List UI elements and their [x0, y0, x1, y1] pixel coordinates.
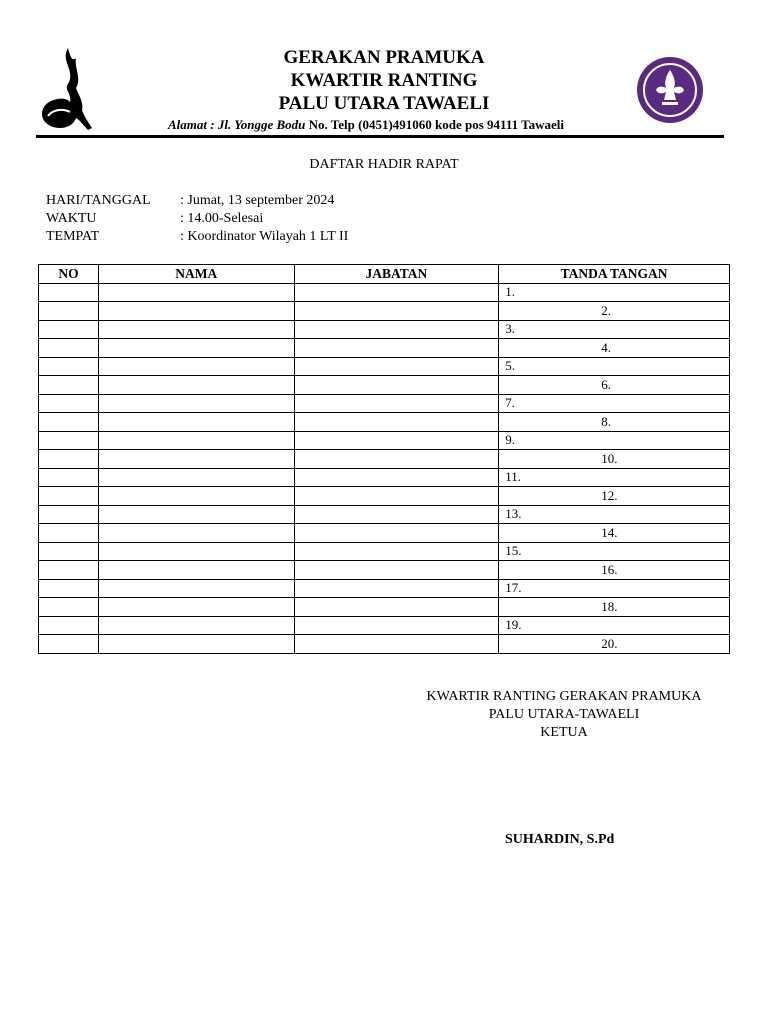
table-row	[39, 431, 730, 450]
info-row-date	[46, 192, 348, 210]
address-street: Alamat : Jl. Yongge Bodu	[168, 117, 306, 132]
cell-jabatan[interactable]	[294, 487, 499, 506]
cell-signature[interactable]: 15.	[499, 542, 730, 561]
cell-nama[interactable]	[98, 579, 294, 598]
cell-signature[interactable]: 7.	[499, 394, 730, 413]
cell-nama[interactable]	[98, 487, 294, 506]
table-row	[39, 450, 730, 469]
cell-jabatan[interactable]	[294, 542, 499, 561]
cell-jabatan[interactable]	[294, 598, 499, 617]
info-label: WAKTU	[46, 211, 97, 226]
cell-nama[interactable]	[98, 542, 294, 561]
cell-signature[interactable]: 9.	[499, 431, 730, 450]
info-row-place	[46, 228, 348, 246]
cell-signature[interactable]: 12.	[499, 487, 730, 506]
cell-jabatan[interactable]	[294, 505, 499, 524]
table-row	[39, 376, 730, 395]
cell-signature[interactable]: 14.	[499, 524, 730, 543]
cell-signature[interactable]: 1.	[499, 283, 730, 302]
cell-jabatan[interactable]	[294, 431, 499, 450]
signer-name: SUHARDIN, S.Pd	[505, 832, 615, 847]
cell-signature[interactable]: 19.	[499, 616, 730, 635]
cell-nama[interactable]	[98, 413, 294, 432]
cell-nama[interactable]	[98, 320, 294, 339]
cell-nama[interactable]	[98, 635, 294, 654]
cell-nama[interactable]	[98, 302, 294, 321]
cell-nama[interactable]	[98, 616, 294, 635]
cell-no[interactable]	[39, 635, 99, 654]
cell-signature[interactable]: 17.	[499, 579, 730, 598]
cell-nama[interactable]	[98, 357, 294, 376]
cell-signature[interactable]: 2.	[499, 302, 730, 321]
cell-no[interactable]	[39, 542, 99, 561]
cell-no[interactable]	[39, 598, 99, 617]
cell-no[interactable]	[39, 561, 99, 580]
cell-signature[interactable]: 3.	[499, 320, 730, 339]
org-level: KWARTIR RANTING	[290, 70, 478, 91]
cell-signature[interactable]: 5.	[499, 357, 730, 376]
cell-jabatan[interactable]	[294, 616, 499, 635]
cell-jabatan[interactable]	[294, 413, 499, 432]
letterhead	[0, 46, 768, 115]
cell-no[interactable]	[39, 339, 99, 358]
signature-region: PALU UTARA-TAWAELI	[488, 707, 640, 722]
cell-nama[interactable]	[98, 524, 294, 543]
cell-no[interactable]	[39, 283, 99, 302]
cell-signature[interactable]: 11.	[499, 468, 730, 487]
table-row	[39, 394, 730, 413]
table-row	[39, 468, 730, 487]
cell-no[interactable]	[39, 431, 99, 450]
address-line	[168, 117, 564, 133]
table-row	[39, 339, 730, 358]
header-no: NO	[39, 265, 99, 284]
cell-nama[interactable]	[98, 394, 294, 413]
cell-nama[interactable]	[98, 431, 294, 450]
table-row	[39, 357, 730, 376]
cell-jabatan[interactable]	[294, 468, 499, 487]
cell-nama[interactable]	[98, 468, 294, 487]
cell-signature[interactable]: 6.	[499, 376, 730, 395]
cell-no[interactable]	[39, 450, 99, 469]
signature-org: KWARTIR RANTING GERAKAN PRAMUKA	[426, 689, 702, 704]
cell-no[interactable]	[39, 616, 99, 635]
cell-jabatan[interactable]	[294, 283, 499, 302]
meeting-info	[46, 192, 348, 246]
signature-role: KETUA	[540, 725, 588, 740]
cell-no[interactable]	[39, 413, 99, 432]
cell-no[interactable]	[39, 487, 99, 506]
cell-jabatan[interactable]	[294, 302, 499, 321]
cell-nama[interactable]	[98, 283, 294, 302]
cell-no[interactable]	[39, 376, 99, 395]
cell-signature[interactable]: 4.	[499, 339, 730, 358]
cell-no[interactable]	[39, 524, 99, 543]
cell-nama[interactable]	[98, 561, 294, 580]
table-row	[39, 505, 730, 524]
cell-no[interactable]	[39, 505, 99, 524]
attendance-table	[38, 264, 730, 654]
cell-signature[interactable]: 13.	[499, 505, 730, 524]
header-divider	[36, 135, 724, 138]
cell-jabatan[interactable]	[294, 339, 499, 358]
table-row	[39, 413, 730, 432]
cell-jabatan[interactable]	[294, 561, 499, 580]
cell-signature[interactable]: 20.	[499, 635, 730, 654]
header-tanda-tangan: TANDA TANGAN	[499, 265, 730, 284]
org-name: GERAKAN PRAMUKA	[283, 47, 485, 68]
cell-no[interactable]	[39, 357, 99, 376]
table-row	[39, 283, 730, 302]
table-row	[39, 487, 730, 506]
table-row	[39, 579, 730, 598]
cell-jabatan[interactable]	[294, 635, 499, 654]
table-row	[39, 302, 730, 321]
cell-no[interactable]	[39, 302, 99, 321]
table-row	[39, 524, 730, 543]
table-header-row	[39, 265, 730, 284]
cell-nama[interactable]	[98, 339, 294, 358]
cell-nama[interactable]	[98, 598, 294, 617]
info-value: : Koordinator Wilayah 1 LT II	[180, 229, 349, 244]
header-jabatan: JABATAN	[294, 265, 499, 284]
header-nama: NAMA	[98, 265, 294, 284]
cell-jabatan[interactable]	[294, 524, 499, 543]
cell-signature[interactable]: 8.	[499, 413, 730, 432]
org-region: PALU UTARA TAWAELI	[278, 93, 490, 114]
table-row	[39, 616, 730, 635]
cell-jabatan[interactable]	[294, 394, 499, 413]
table-row	[39, 635, 730, 654]
cell-no[interactable]	[39, 320, 99, 339]
cell-jabatan[interactable]	[294, 450, 499, 469]
signature-block	[408, 688, 720, 742]
cell-signature[interactable]: 10.	[499, 450, 730, 469]
table-row	[39, 320, 730, 339]
cell-signature[interactable]: 16.	[499, 561, 730, 580]
cell-no[interactable]	[39, 579, 99, 598]
info-value: : 14.00-Selesai	[180, 211, 264, 226]
cell-no[interactable]	[39, 468, 99, 487]
cell-nama[interactable]	[98, 505, 294, 524]
cell-jabatan[interactable]	[294, 320, 499, 339]
table-row	[39, 598, 730, 617]
cell-jabatan[interactable]	[294, 376, 499, 395]
info-row-time	[46, 210, 348, 228]
address-contact: No. Telp (0451)491060 kode pos 94111 Tawaeli	[305, 117, 564, 132]
cell-jabatan[interactable]	[294, 357, 499, 376]
info-label: TEMPAT	[46, 229, 100, 244]
table-row	[39, 542, 730, 561]
cell-no[interactable]	[39, 394, 99, 413]
cell-nama[interactable]	[98, 376, 294, 395]
cell-signature[interactable]: 18.	[499, 598, 730, 617]
info-label: HARI/TANGGAL	[46, 193, 151, 208]
table-row	[39, 561, 730, 580]
info-value: : Jumat, 13 september 2024	[180, 193, 335, 208]
cell-jabatan[interactable]	[294, 579, 499, 598]
cell-nama[interactable]	[98, 450, 294, 469]
document-title: DAFTAR HADIR RAPAT	[309, 157, 459, 172]
